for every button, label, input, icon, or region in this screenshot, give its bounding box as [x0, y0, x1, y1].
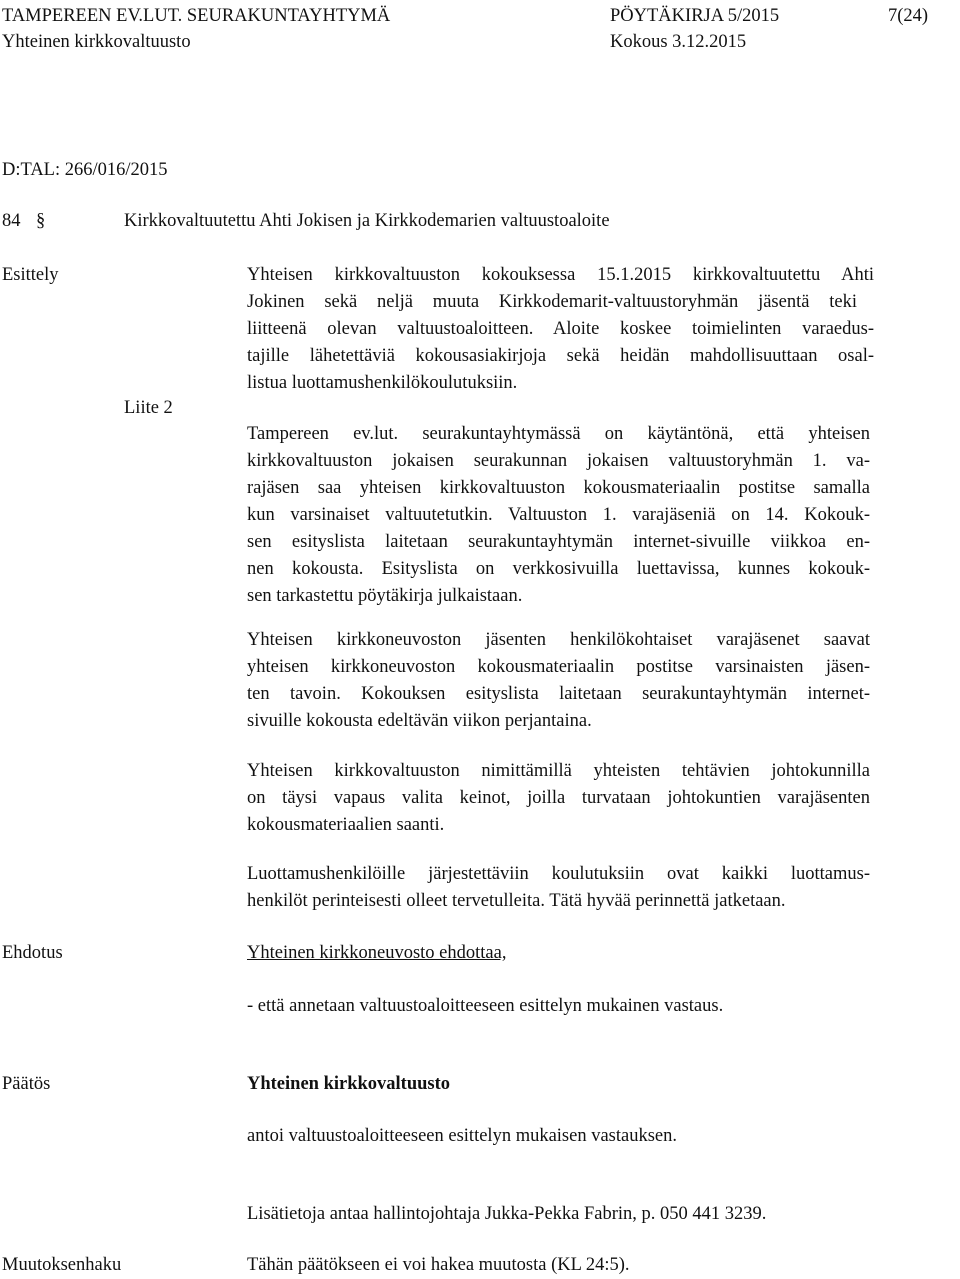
esittely-paragraph-4 [247, 758, 870, 839]
attachment-label: Liite 2 [124, 398, 173, 418]
p1-line: listua luottamushenkilökoulutuksiin. [247, 373, 518, 393]
esittely-paragraph-3 [247, 627, 870, 735]
p4-line: Yhteisen kirkkovaltuuston nimittämillä yhteisten tehtävien johtokunnilla [247, 761, 870, 781]
header-org: TAMPEREEN EV.LUT. SEURAKUNTAYHTYMÄ [2, 6, 391, 26]
paatos-body: Yhteinen kirkkovaltuusto [247, 1074, 451, 1094]
section-title: Kirkkovaltuutettu Ahti Jokisen ja Kirkkodemarien valtuustoaloite [124, 211, 610, 231]
paatos-text: antoi valtuustoaloitteeseen esittelyn mukaisen vastauksen. [247, 1126, 678, 1146]
ehdotus-text: - että annetaan valtuustoaloitteeseen esittelyn mukainen vastaus. [247, 996, 724, 1016]
p1-line: tajille lähetettäviä kokousasiakirjoja sekä heidän mahdollisuuttaan osal- [247, 346, 874, 366]
p2-line: Tampereen ev.lut. seurakuntayhtymässä on käytäntönä, että yhteisen [247, 424, 870, 444]
p2-line: nen kokousta. Esityslista on verkkosivuilla luettavissa, kunnes kokouk- [247, 559, 870, 579]
esittely-paragraph-5 [247, 861, 910, 915]
header-doc-number: PÖYTÄKIRJA 5/2015 [610, 6, 780, 26]
esittely-paragraph-1 [247, 262, 874, 397]
p1-line: Jokinen sekä neljä muuta Kirkkodemarit-valtuustoryhmän jäsentä teki [247, 292, 857, 312]
esittely-label: Esittely [2, 265, 59, 285]
p2-line: sen esityslista laitetaan seurakuntayhtymän internet-sivuille viikkoa en- [247, 532, 870, 552]
p5-line: henkilöt perinteisesti olleet tervetulleita. Tätä hyvää perinnettä jatketaan. [247, 891, 786, 911]
p2-line: kun varsinaiset valtuutetutkin. Valtuuston 1. varajäseniä on 14. Kokouk- [247, 505, 870, 525]
p3-line: ten tavoin. Kokouksen esityslista laitetaan seurakuntayhtymän internet- [247, 684, 870, 704]
p4-line: kokousmateriaalien saanti. [247, 815, 445, 835]
section-symbol: § [36, 211, 46, 231]
contact-info: Lisätietoja antaa hallintojohtaja Jukka-Pekka Fabrin, p. 050 441 3239. [247, 1204, 767, 1224]
paatos-label: Päätös [2, 1074, 51, 1094]
ehdotus-proposer: Yhteinen kirkkoneuvosto ehdottaa, [247, 943, 507, 963]
p4-line: on täysi vapaus valita keinot, joilla turvataan johtokuntien varajäsenten [247, 788, 870, 808]
p3-line: Yhteisen kirkkoneuvoston jäsenten henkilökohtaiset varajäsenet saavat [247, 630, 870, 650]
p1-line: liitteenä olevan valtuustoaloitteen. Aloite koskee toimielinten varaedus- [247, 319, 874, 339]
muutoksenhaku-text: Tähän päätökseen ei voi hakea muutosta (KL 24:5). [247, 1255, 630, 1275]
header-page-number: 7(24) [888, 6, 929, 26]
section-number: 84 [2, 211, 21, 231]
p3-line: sivuille kokousta edeltävän viikon perjantaina. [247, 711, 592, 731]
esittely-paragraph-2 [247, 421, 870, 610]
p2-line: rajäsen saa yhteisen kirkkovaltuuston kokousmateriaalin postitse samalla [247, 478, 870, 498]
p2-line: kirkkovaltuuston jokaisen seurakunnan jokaisen valtuustoryhmän 1. va- [247, 451, 870, 471]
p5-line: Luottamushenkilöille järjestettäviin koulutuksiin ovat kaikki luottamus- [247, 864, 870, 884]
header-body-name: Yhteinen kirkkovaltuusto [2, 32, 191, 52]
p2-line: sen tarkastettu pöytäkirja julkaistaan. [247, 586, 523, 606]
dtal-reference: D:TAL: 266/016/2015 [2, 160, 168, 180]
muutoksenhaku-label: Muutoksenhaku [2, 1255, 122, 1275]
header-meeting-date: Kokous 3.12.2015 [610, 32, 747, 52]
p3-line: yhteisen kirkkoneuvoston kokousmateriaalin postitse varsinaisten jäsen- [247, 657, 870, 677]
p1-line: Yhteisen kirkkovaltuuston kokouksessa 15.1.2015 kirkkovaltuutettu Ahti [247, 265, 874, 285]
ehdotus-label: Ehdotus [2, 943, 63, 963]
